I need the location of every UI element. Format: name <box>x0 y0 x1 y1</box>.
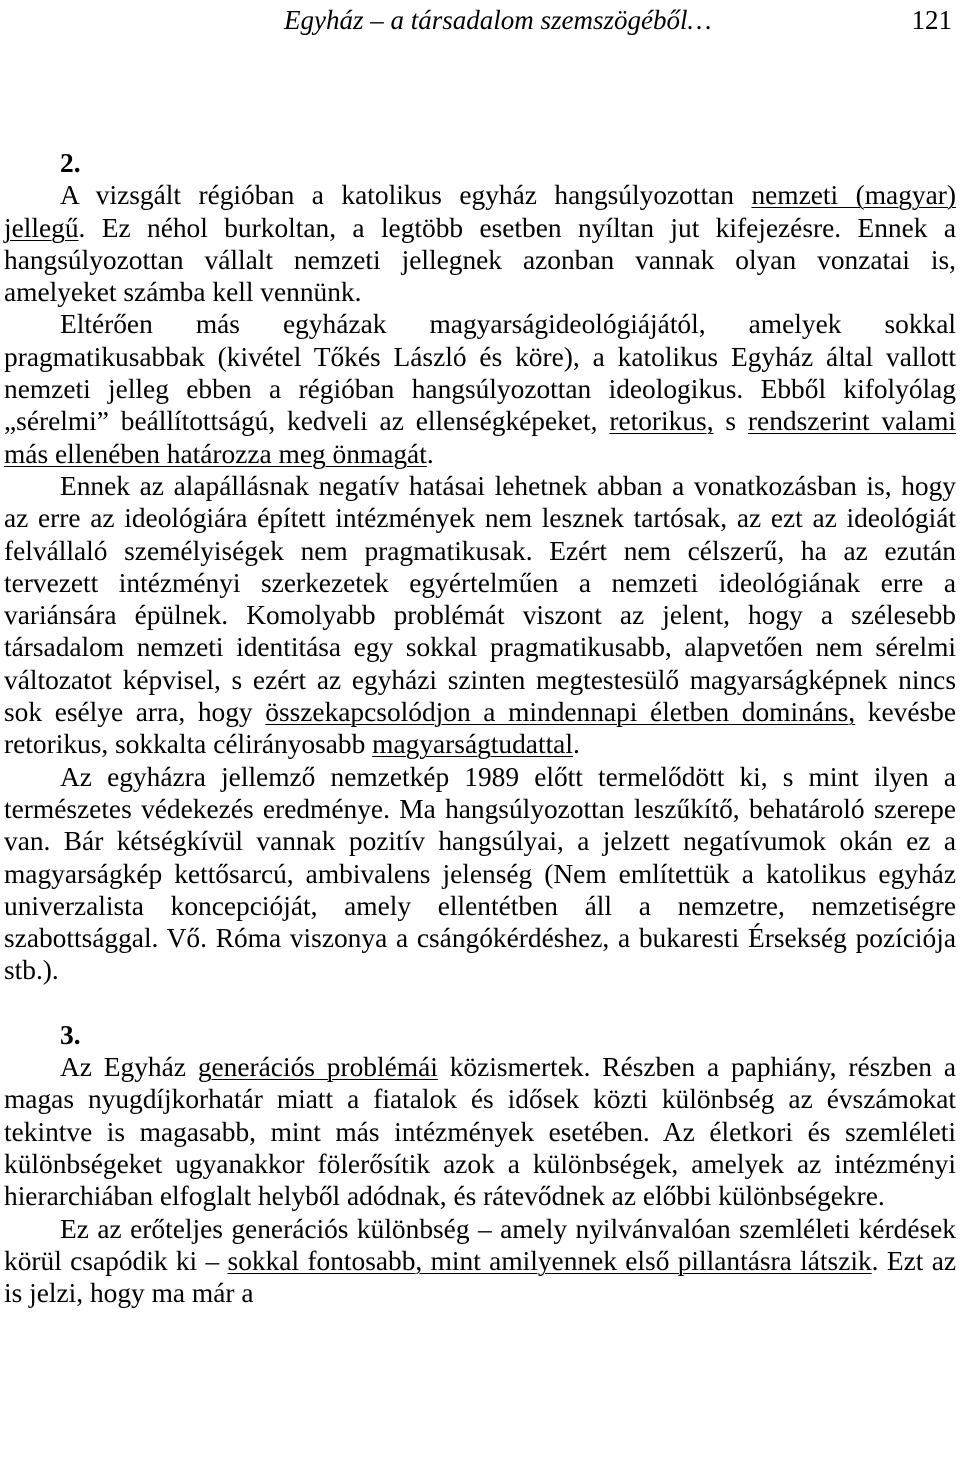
text-run: A vizsgált régióban a katolikus egyház hangsúlyozottan <box>60 180 752 211</box>
underlined-text: magyarságtudattal <box>372 729 573 760</box>
underlined-text: sokkal fontosabb, mint amilyennek első pillantásra látszik <box>227 1245 872 1276</box>
underlined-text: retorikus, <box>609 406 714 437</box>
underlined-text: generációs problémái <box>197 1052 438 1083</box>
text-run: . <box>426 438 434 469</box>
section-2-paragraph-3 <box>4 470 956 761</box>
section-2-paragraph-2 <box>4 308 956 469</box>
document-page <box>4 0 956 1309</box>
section-2-number: 2. <box>60 148 81 178</box>
section-2-paragraph-1 <box>4 179 956 308</box>
text-run: . <box>572 729 580 760</box>
text-run: Az Egyház <box>60 1052 198 1083</box>
page-header <box>4 2 956 38</box>
text-run: Eltérően más egyházak magyarságideológiájától, amelyek sokkal pragmatikusabbak (kivétel Tőkés László és köre), a katolikus Egyház által vallott nemzeti jelleg ebben a régióban hangsúlyozottan ideologikus. Ebből kifolyólag „sérelmi” beállítottságú, kedveli az ellenségképeket, <box>4 309 956 437</box>
text-run: Ennek az alapállásnak negatív hatásai lehetnek abban a vonatkozásban is, hogy az erre az ideológiára épített intézmények nem lesznek tartósak, az ezt az ideológiát felvállaló személyiségek nem pragmatikusak. Ezért nem célszerű, ha az ezután tervezett intézményi szerkezetek egyértelműen a nemzeti ideológiának erre a variánsára épülnek. Komolyabb problémát viszont az jelent, hogy a szélesebb társadalom nemzeti identitása egy sokkal pragmatikusabb, alapvetően nem sérelmi változatot képvisel, s ezért az egyházi szinten megtestesülő magyarságképnek nincs sok esélye arra, hogy <box>4 470 956 728</box>
page-number: 121 <box>911 5 952 35</box>
text-run: kevésbe retorikus, sokkalta célirányosabb <box>4 697 956 760</box>
underlined-text: rendszerint valami más ellenében határozza meg önmagát <box>4 406 956 469</box>
underlined-text: összekapcsolódjon a mindennapi életben domináns, <box>265 697 856 728</box>
underlined-text: nemzeti (magyar) jellegű <box>4 180 957 243</box>
text-run: Ez az erőteljes generációs különbség – amely nyilvánvalóan szemléleti kérdések körül csapódik ki – <box>4 1213 956 1276</box>
section-3-number: 3. <box>60 1019 81 1050</box>
text-run: közismertek. Részben a paphiány, részben a magas nyugdíjkorhatár miatt a fiatalok és idősek közti különbség az évszámokat tekintve is magasabb, mint más intézmények esetében. Az életkori és szemléleti különbségeket ugyanakkor fölerősítik azok a különbségek, amelyek az intézményi hierarchiában elfoglalt helyből adódnak, és rátevődnek az előbbi különbségekre. <box>4 1052 956 1212</box>
text-run: . Ez néhol burkoltan, a legtöbb esetben nyíltan jut kifejezésre. Ennek a hangsúlyozottan vállalt nemzeti jellegnek azonban vannak olyan vonzatai is, amelyeket számba kell vennünk. <box>4 212 956 308</box>
text-run: . Ezt az is jelzi, hogy ma már a <box>4 1245 957 1309</box>
running-title: Egyház – a társadalom szemszögéből… <box>284 5 712 35</box>
section-2-paragraph-4: Az egyházra jellemző nemzetkép 1989 előtt termelődött ki, s mint ilyen a természetes védekezés eredménye. Ma hangsúlyozottan leszűkítő, behatároló szerepe van. Bár kétségkívül vannak pozitív hangsúlyai, a jelzett negatívumok okán ez a magyarságkép kettősarcú, ambivalens jelenség (Nem említettük a katolikus egyház univerzalista koncepcióját, amely ellentétben áll a nemzetre, nemzetiségre szabottsággal. Vő. Róma viszonya a csángókérdéshez, a bukaresti Érsekség pozíciója stb.). <box>4 761 956 986</box>
section-3-paragraph-2 <box>4 1213 956 1310</box>
body-text <box>4 147 956 1309</box>
text-run: s <box>713 406 748 437</box>
section-3-paragraph-1 <box>4 1051 956 1212</box>
